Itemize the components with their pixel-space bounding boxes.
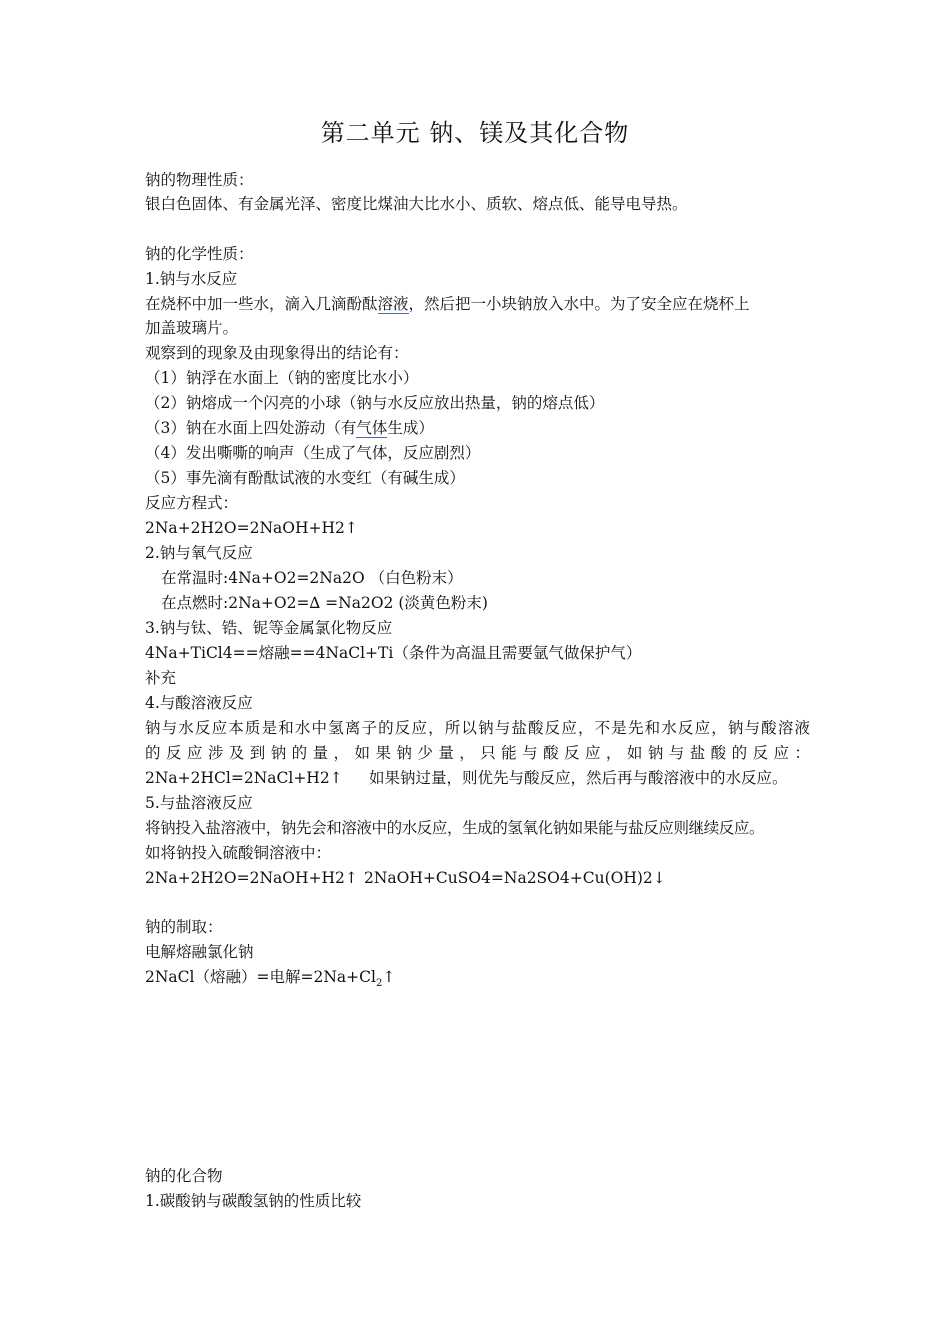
equation-label: 反应方程式： <box>145 494 239 512</box>
supplement-label: 补充 <box>145 669 177 687</box>
section-2-title: 2.钠与氧气反应 <box>145 544 253 562</box>
section-1-paragraph <box>145 292 810 316</box>
underlined-term: 溶液 <box>377 295 409 313</box>
preparation-heading: 钠的制取： <box>145 918 223 936</box>
section-5-paragraph-1: 将钠投入盐溶液中，钠先会和溶液中的水反应，生成的氢氧化钠如果能与盐反应则继续反应。 <box>145 819 765 837</box>
section-4-equation: 2Na+2HCl=2NaCl+H2↑ <box>145 769 343 787</box>
section-2-line-2: 在点燃时:2Na+O2=∆ =Na2O2 (淡黄色粉末) <box>161 594 488 612</box>
section-4-tail: 如果钠过量，则优先与酸反应，然后再与酸溶液中的水反应。 <box>369 769 788 787</box>
observation-text: （3）钠在水面上四处游动（有 <box>145 419 357 437</box>
section-5-title: 5.与盐溶液反应 <box>145 794 253 812</box>
section-3-title: 3.钠与钛、锆、铌等金属氯化物反应 <box>145 619 393 637</box>
section-3-equation: 4Na+TiCl4==熔融==4NaCl+Ti（条件为高温且需要氩气做保护气） <box>145 644 642 662</box>
preparation-equation <box>145 965 810 989</box>
paragraph-text: 在烧杯中加一些水，滴入几滴酚酞 <box>145 295 378 313</box>
section-4-paragraph-2: 的反应涉及到钠的量，如果钠少量，只能与酸反应，如钠与盐酸的反应： <box>145 744 810 762</box>
observation-text: 生成） <box>387 419 434 437</box>
section-2-line-1: 在常温时:4Na+O2=2Na2O （白色粉末） <box>161 569 463 587</box>
compounds-heading: 钠的化合物 <box>145 1167 223 1185</box>
section-4-paragraph-1: 钠与水反应本质是和水中氢离子的反应，所以钠与盐酸反应，不是先和水反应，钠与酸溶液 <box>145 719 810 737</box>
section-1-title: 1.钠与水反应 <box>145 270 238 288</box>
section-4-equation-line <box>145 766 810 790</box>
page-title: 第二单元 钠、镁及其化合物 <box>320 119 630 147</box>
section-5-paragraph-2: 如将钠投入硫酸铜溶液中： <box>145 844 332 862</box>
compounds-item-1: 1.碳酸钠与碳酸氢钠的性质比较 <box>145 1192 362 1210</box>
observation-5: （5）事先滴有酚酞试液的水变红（有碱生成） <box>145 469 465 487</box>
observation-intro: 观察到的现象及由现象得出的结论有： <box>145 344 409 362</box>
section-5-equation-2: 2NaOH+CuSO4=Na2SO4+Cu(OH)2↓ <box>364 869 666 887</box>
section-4-title: 4.与酸溶液反应 <box>145 694 253 712</box>
subscript: 2 <box>375 978 383 989</box>
physical-heading: 钠的物理性质： <box>145 171 254 189</box>
section-1-paragraph-cont: 加盖玻璃片。 <box>145 319 239 337</box>
preparation-method: 电解熔融氯化钠 <box>145 943 254 961</box>
observation-2: （2）钠熔成一个闪亮的小球（钠与水反应放出热量，钠的熔点低） <box>145 394 605 412</box>
underlined-term: 气体 <box>356 419 388 437</box>
equation-1: 2Na+2H2O=2NaOH+H2↑ <box>145 519 358 537</box>
observation-1: （1）钠浮在水面上（钠的密度比水小） <box>145 369 419 387</box>
observation-4: （4）发出嘶嘶的响声（生成了气体，反应剧烈） <box>145 444 481 462</box>
section-5-equations <box>145 866 810 890</box>
paragraph-text: ，然后把一小块钠放入水中。为了安全应在烧杯上 <box>408 295 750 313</box>
section-5-equation-1: 2Na+2H2O=2NaOH+H2↑ <box>145 869 358 887</box>
observation-3 <box>145 416 810 440</box>
preparation-equation-tail: ↑ <box>382 968 396 986</box>
physical-text: 银白色固体、有金属光泽、密度比煤油大比水小、质软、熔点低、能导电导热。 <box>145 195 688 213</box>
chemical-heading: 钠的化学性质： <box>145 245 254 263</box>
preparation-equation-main: 2NaCl（熔融）=电解=2Na+Cl <box>145 968 376 986</box>
